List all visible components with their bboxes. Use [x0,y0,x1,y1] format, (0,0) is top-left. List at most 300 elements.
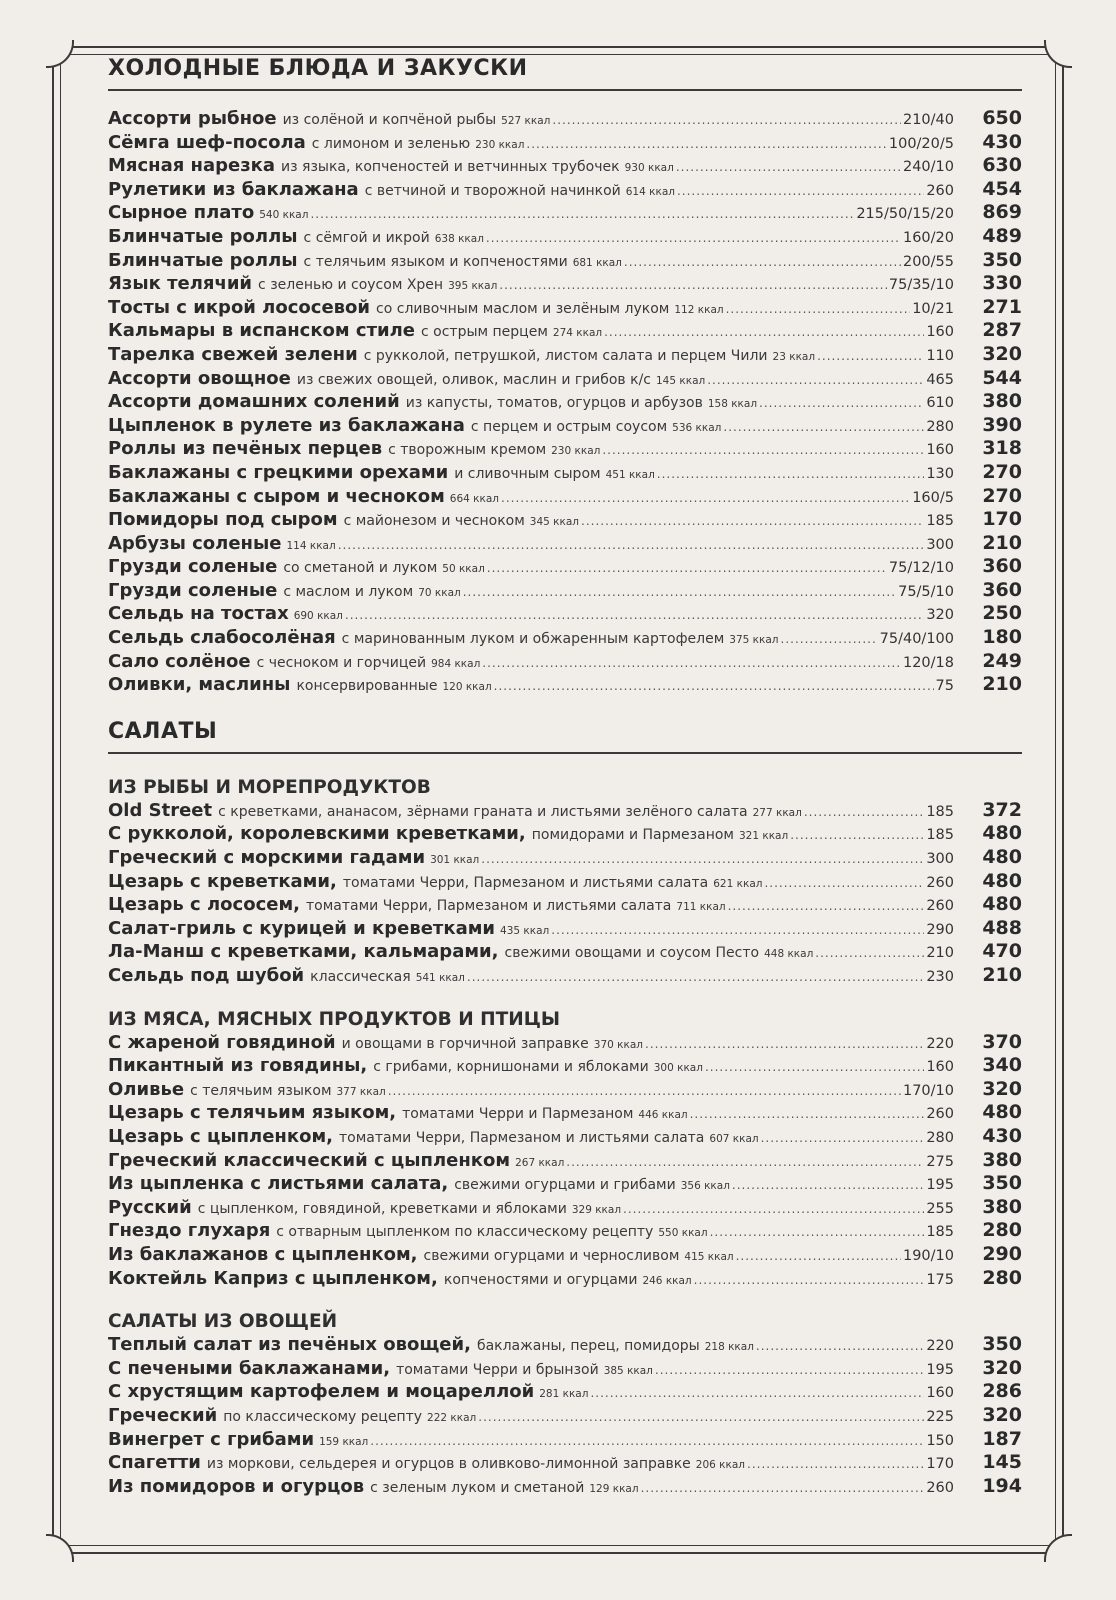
menu-item-calories: 448 ккал [764,948,814,961]
menu-item-text [108,1149,954,1176]
section-title-cold-dishes: ХОЛОДНЫЕ БЛЮДА И ЗАКУСКИ [108,56,1022,91]
dot-leader [747,1453,924,1477]
menu-item-calories: 711 ккал [676,901,726,914]
menu-item [108,272,1022,296]
menu-item-name: Блинчатые роллы [108,225,298,247]
menu-item-weight: 130 [926,465,954,482]
menu-item-text [108,296,954,323]
menu-item-weight: 160/20 [902,229,954,246]
menu-item-weight: 215/50/15/20 [856,206,954,223]
menu-item-description: с маслом и луком [283,583,414,600]
menu-item-weight: 240/10 [902,159,954,176]
menu-item-calories: 145 ккал [656,374,706,387]
menu-item [108,650,1022,674]
menu-item-weight: 160 [926,324,954,341]
menu-item-text [108,485,954,512]
menu-item-price: 544 [982,366,1022,389]
menu-item-text [108,1267,954,1294]
menu-item-name: Цезарь с телячьим языком, [108,1102,397,1124]
menu-item-price: 180 [982,626,1022,649]
menu-item-weight: 210/40 [902,112,954,128]
menu-item-description: с острым перцем [421,324,548,341]
menu-item-weight: 160/5 [912,489,954,506]
menu-item-weight: 220 [926,1338,954,1355]
menu-item-weight: 110 [926,347,954,364]
menu-item-text [108,822,954,849]
dot-leader [815,942,924,966]
menu-item-text [108,367,954,394]
menu-item-name: Роллы из печёных перцев [108,438,383,460]
salads-groups [108,776,1022,1498]
menu-item-name: Спагетти [108,1452,201,1474]
menu-item-weight: 225 [926,1408,954,1425]
menu-item-name: Цыпленок в рулете из баклажана [108,414,465,436]
menu-item [108,131,1022,155]
menu-item-description: баклажаны, перец, помидоры [476,1338,700,1355]
menu-item-weight: 160 [926,1059,954,1076]
menu-item-text [108,799,954,826]
menu-item-description: из капусты, томатов, огурцов и арбузов [405,395,703,412]
menu-item-weight: 150 [926,1432,954,1449]
menu-item-name: Грузди соленые [108,579,278,601]
menu-item-text [108,390,954,417]
menu-item-description: помидорами и Пармезаном [531,827,734,844]
menu-item-calories: 23 ккал [772,350,816,363]
menu-item-description: с ветчиной и творожной начинкой [364,182,621,199]
dot-leader [705,1056,924,1080]
menu-item [108,414,1022,438]
menu-item-text [108,343,954,370]
menu-item-calories: 159 ккал [319,1435,369,1448]
menu-item-price: 488 [982,916,1022,939]
menu-item-weight: 185 [926,827,954,844]
menu-item-description: копченостями и огурцами [443,1271,638,1288]
menu-item-name: С жареной говядиной [108,1031,336,1053]
menu-item-price: 360 [982,578,1022,601]
menu-item-calories: 230 ккал [475,138,525,151]
menu-item-weight: 260 [926,1479,954,1496]
menu-item-name: С печеными баклажанами, [108,1357,391,1379]
menu-item-price: 194 [982,1474,1022,1497]
menu-item-name: Кальмары в испанском стиле [108,320,416,342]
menu-item-price: 286 [982,1380,1022,1403]
menu-item [108,1031,1022,1055]
menu-item-text [108,626,954,653]
menu-item [108,1333,1022,1357]
dot-leader [677,180,924,204]
menu-item-price: 270 [982,460,1022,483]
menu-item [108,822,1022,846]
menu-item-price: 320 [982,1403,1022,1426]
menu-item-weight: 260 [926,1106,954,1123]
menu-item-weight: 320 [926,607,954,624]
menu-item-name: Сельдь на тостах [108,603,289,625]
menu-item [108,154,1022,178]
menu-item-price: 470 [982,940,1022,963]
menu-item-price: 320 [982,1356,1022,1379]
menu-item-description: из свежих овощей, оливок, маслин и грибов к/с [296,371,651,388]
menu-item [108,1380,1022,1404]
menu-item-description: из солёной и копчёной рыбы [282,112,497,128]
menu-item-calories: 607 ккал [709,1132,759,1145]
menu-item-name: Ассорти рыбное [108,108,277,129]
menu-item-weight: 185 [926,1224,954,1241]
dot-leader [624,251,901,275]
menu-item-text [108,532,954,559]
menu-item-text [108,249,954,276]
menu-item-text [108,131,954,158]
menu-item-calories: 930 ккал [624,162,674,175]
menu-item [108,107,1022,131]
menu-item-weight: 220 [926,1035,954,1052]
menu-item-price: 210 [982,964,1022,986]
menu-item-weight: 290 [926,921,954,938]
menu-item-name: Из баклажанов с цыпленком, [108,1243,418,1265]
cold-dishes-list [108,107,1022,697]
dot-leader [482,652,901,676]
dot-leader [710,1221,925,1245]
menu-item-text [108,201,954,228]
menu-item-calories: 206 ккал [695,1459,746,1472]
menu-item-calories: 345 ккал [529,516,580,529]
menu-item [108,461,1022,485]
menu-item-calories: 301 ккал [430,854,480,867]
menu-item-price: 650 [982,107,1022,129]
dot-leader [657,463,925,487]
menu-item-price: 187 [982,1427,1022,1450]
menu-item [108,673,1022,697]
dot-leader [478,1406,924,1430]
menu-item-text [108,602,954,629]
menu-page [108,56,1022,1498]
menu-item-text [108,1404,954,1431]
dot-leader [781,628,878,652]
menu-item-weight: 260 [926,898,954,915]
menu-item [108,1428,1022,1452]
menu-item-calories: 230 ккал [551,445,601,458]
menu-item-description: свежими огурцами и черносливом [423,1247,680,1264]
menu-item-text [108,1428,954,1455]
menu-item [108,1101,1022,1125]
menu-item-name: Рулетики из баклажана [108,178,359,200]
menu-item-price: 290 [982,1242,1022,1265]
menu-item-name: Тосты с икрой лососевой [108,296,371,318]
menu-item-calories: 321 ккал [738,830,789,843]
menu-item-description: томатами Черри, Пармезаном и листьями салата [306,898,672,915]
menu-item-text [108,940,954,967]
menu-item-description: с зеленью и соусом Хрен [258,277,444,294]
menu-item-weight: 170/10 [902,1082,954,1099]
menu-item-calories: 638 ккал [434,232,484,245]
dot-leader [655,1359,924,1383]
menu-item-name: С хрустящим картофелем и моцареллой [108,1381,535,1403]
menu-item-calories: 614 ккал [625,185,675,198]
menu-item-description: с рукколой, петрушкой, листом салата и перцем Чили [363,347,768,364]
menu-item-calories: 112 ккал [674,303,724,316]
dot-leader [707,369,924,393]
menu-item-price: 270 [982,484,1022,507]
dot-leader [817,345,924,369]
menu-item-price: 430 [982,1124,1022,1147]
menu-item [108,1357,1022,1381]
menu-item [108,201,1022,225]
menu-item-weight: 280 [926,418,954,435]
menu-item-price: 390 [982,413,1022,436]
menu-item-description: свежими овощами и соусом Песто [504,945,760,962]
dot-leader [645,1033,924,1057]
menu-item-name: Цезарь с цыпленком, [108,1125,333,1147]
menu-item-text [108,1078,954,1105]
menu-item-calories: 274 ккал [552,327,603,340]
menu-item-text [108,319,954,346]
menu-item-weight: 10/21 [912,300,954,317]
menu-item-text [108,508,954,535]
menu-item-weight: 100/20/5 [888,135,954,152]
menu-item-name: Из цыпленка с листьями салата, [108,1173,449,1195]
menu-item [108,367,1022,391]
menu-item-name: Винегрет с грибами [108,1428,315,1450]
menu-item-description: с творожным кремом [388,442,547,459]
menu-item-calories: 267 ккал [515,1156,565,1169]
dot-leader [804,801,925,825]
menu-item-calories: 377 ккал [336,1085,386,1098]
menu-item-price: 330 [982,272,1022,295]
menu-item-text [108,1380,954,1407]
menu-item [108,555,1022,579]
dot-leader [690,1103,925,1127]
menu-item-price: 360 [982,555,1022,578]
dot-leader [590,1382,924,1406]
menu-item-price: 370 [982,1030,1022,1053]
menu-item-calories: 375 ккал [729,634,779,647]
menu-item-calories: 129 ккал [589,1482,639,1495]
dot-leader [761,1127,925,1151]
menu-item [108,1172,1022,1196]
menu-item-price: 287 [982,319,1022,342]
menu-item-weight: 255 [926,1200,954,1217]
menu-item [108,579,1022,603]
menu-item-text [108,225,954,252]
menu-item-description: томатами Черри и брынзой [396,1361,599,1378]
menu-item [108,296,1022,320]
menu-item-text [108,964,954,991]
menu-item [108,1125,1022,1149]
menu-item-weight: 185 [926,803,954,820]
menu-item-weight: 120/18 [902,654,954,671]
menu-item-calories: 446 ккал [638,1109,688,1122]
menu-item-weight: 175 [926,1271,954,1288]
menu-item-description: с сёмгой и икрой [303,229,430,246]
menu-item [108,319,1022,343]
menu-item-name: Сырное плато [108,202,255,224]
menu-item [108,1475,1022,1499]
menu-item-calories: 120 ккал [442,681,492,694]
dot-leader [732,1174,924,1198]
menu-item-weight: 160 [926,1385,954,1402]
menu-item-calories: 158 ккал [707,398,758,411]
menu-item [108,893,1022,917]
menu-item-price: 350 [982,1333,1022,1356]
menu-item-weight: 275 [926,1153,954,1170]
menu-item-weight: 210 [926,945,954,962]
menu-item [108,390,1022,414]
dot-leader [728,895,925,919]
menu-item-name: Помидоры под сыром [108,509,338,531]
menu-item-name: Из помидоров и огурцов [108,1475,365,1497]
menu-item-calories: 70 ккал [418,586,461,599]
menu-item-text [108,272,954,299]
dot-leader [526,133,886,157]
menu-item-description: со сметаной и луком [283,560,438,577]
dot-leader [310,203,854,227]
dot-leader [723,416,924,440]
menu-item-weight: 75 [935,678,954,695]
menu-item-name: Old Street [108,799,213,821]
menu-item-name: С рукколой, королевскими креветками, [108,823,526,845]
menu-item-description: консервированные [296,678,438,695]
dot-leader [370,1430,924,1454]
menu-item-name: Сёмга шеф-посола [108,131,306,153]
menu-item-name: Греческий классический с цыпленком [108,1149,511,1171]
menu-item-description: и сливочным сыром [454,465,601,482]
menu-item [108,1219,1022,1243]
menu-item-calories: 356 ккал [680,1180,730,1193]
menu-item [108,508,1022,532]
menu-item-text [108,870,954,897]
menu-item-description: с чесноком и горчицей [256,654,427,671]
menu-item-price: 250 [982,602,1022,625]
dot-leader [581,510,924,534]
menu-item-price: 480 [982,822,1022,845]
menu-item-calories: 329 ккал [571,1203,622,1216]
menu-item [108,1451,1022,1475]
menu-item-weight: 75/35/10 [888,277,954,294]
dot-leader [759,392,924,416]
menu-item-name: Оливье [108,1078,185,1100]
dot-leader [338,534,925,558]
menu-item [108,870,1022,894]
menu-item-calories: 385 ккал [603,1364,653,1377]
menu-item-price: 480 [982,869,1022,892]
menu-item-weight: 75/5/10 [898,583,954,600]
dot-leader [790,824,924,848]
menu-item-text [108,846,954,873]
dot-leader [487,557,887,581]
menu-item-price: 380 [982,1195,1022,1218]
menu-item-calories: 246 ккал [642,1274,692,1287]
menu-item-name: Греческий [108,1404,218,1426]
menu-item-price: 320 [982,1077,1022,1100]
menu-item-text [108,1101,954,1128]
subsection-title: ИЗ МЯСА, МЯСНЫХ ПРОДУКТОВ И ПТИЦЫ [108,1008,561,1030]
menu-item [108,1243,1022,1267]
menu-item-description: классическая [310,969,411,985]
menu-item-text [108,1219,954,1246]
dot-leader [604,321,924,345]
menu-item-weight: 280 [926,1129,954,1146]
menu-item-weight: 300 [926,851,954,868]
dot-leader [623,1198,924,1222]
menu-item-weight: 195 [926,1361,954,1378]
menu-item-description: с телячьим языком и копченостями [303,253,568,270]
dot-leader [641,1477,925,1501]
menu-item-text [108,107,954,134]
menu-item-price: 170 [982,508,1022,531]
menu-item-name: Язык телячий [108,273,253,295]
menu-item-price: 380 [982,1148,1022,1171]
menu-item-text [108,917,954,944]
menu-item-name: Ассорти домашних солений [108,391,400,413]
menu-item [108,846,1022,870]
menu-item-price: 480 [982,846,1022,869]
menu-item-description: со сливочным маслом и зелёным луком [376,300,670,317]
menu-item-price: 249 [982,649,1022,672]
menu-item-calories: 281 ккал [539,1388,589,1401]
menu-item-text [108,1357,954,1384]
dot-leader [486,227,901,251]
menu-item-price: 210 [982,673,1022,696]
menu-item-text [108,579,954,606]
menu-item-calories: 395 ккал [448,280,498,293]
dot-leader [566,1151,924,1175]
menu-item-price: 489 [982,224,1022,247]
menu-item-description: с грибами, корнишонами и яблоками [373,1059,649,1076]
dot-leader [551,919,924,943]
dot-leader [736,1245,901,1269]
menu-item-calories: 277 ккал [752,806,802,819]
menu-item-weight: 170 [926,1456,954,1473]
menu-item-calories: 222 ккал [427,1411,477,1424]
menu-item [108,485,1022,509]
dot-leader [726,298,911,322]
menu-item-description: с цыпленком, говядиной, креветками и яблоками [197,1200,567,1217]
menu-item [108,437,1022,461]
menu-item [108,343,1022,367]
menu-item-description: и овощами в горчичной заправке [341,1035,589,1052]
menu-item-calories: 527 ккал [501,115,551,127]
menu-item-price: 350 [982,1172,1022,1195]
menu-item-name: Сельдь под шубой [108,965,305,986]
menu-item-name: Салат-гриль с курицей и креветками [108,917,496,939]
menu-item-text [108,414,954,441]
menu-item-description: томатами Черри, Пармезаном и листьями салата [342,874,709,891]
menu-item-price: 380 [982,390,1022,413]
menu-item-calories: 621 ккал [713,877,763,890]
menu-item-text [108,1333,954,1360]
menu-item-price: 210 [982,531,1022,554]
menu-item-price: 454 [982,177,1022,200]
menu-item [108,249,1022,273]
menu-item-text [108,1196,954,1223]
menu-item-price: 372 [982,798,1022,821]
menu-item-price: 480 [982,893,1022,916]
menu-item [108,799,1022,823]
menu-item-text [108,1054,954,1081]
section-title-salads: САЛАТЫ [108,719,1022,754]
menu-item-price: 340 [982,1054,1022,1077]
menu-item-price: 630 [982,154,1022,177]
dot-leader [764,872,924,896]
menu-item-description: томатами Черри, Пармезаном и листьями салата [339,1129,705,1146]
menu-item-calories: 300 ккал [653,1062,703,1075]
menu-item-name: Баклажаны с сыром и чесноком [108,485,445,507]
menu-item-weight: 465 [926,371,954,388]
menu-item-description: из языка, копченостей и ветчинных трубочек [281,159,620,176]
subsection-title: ИЗ РЫБЫ И МОРЕПРОДУКТОВ [108,776,431,798]
menu-item-calories: 681 ккал [572,256,622,269]
menu-item [108,1054,1022,1078]
menu-item-description: с креветками, ананасом, зёрнами граната и листьями зелёного салата [218,803,748,820]
